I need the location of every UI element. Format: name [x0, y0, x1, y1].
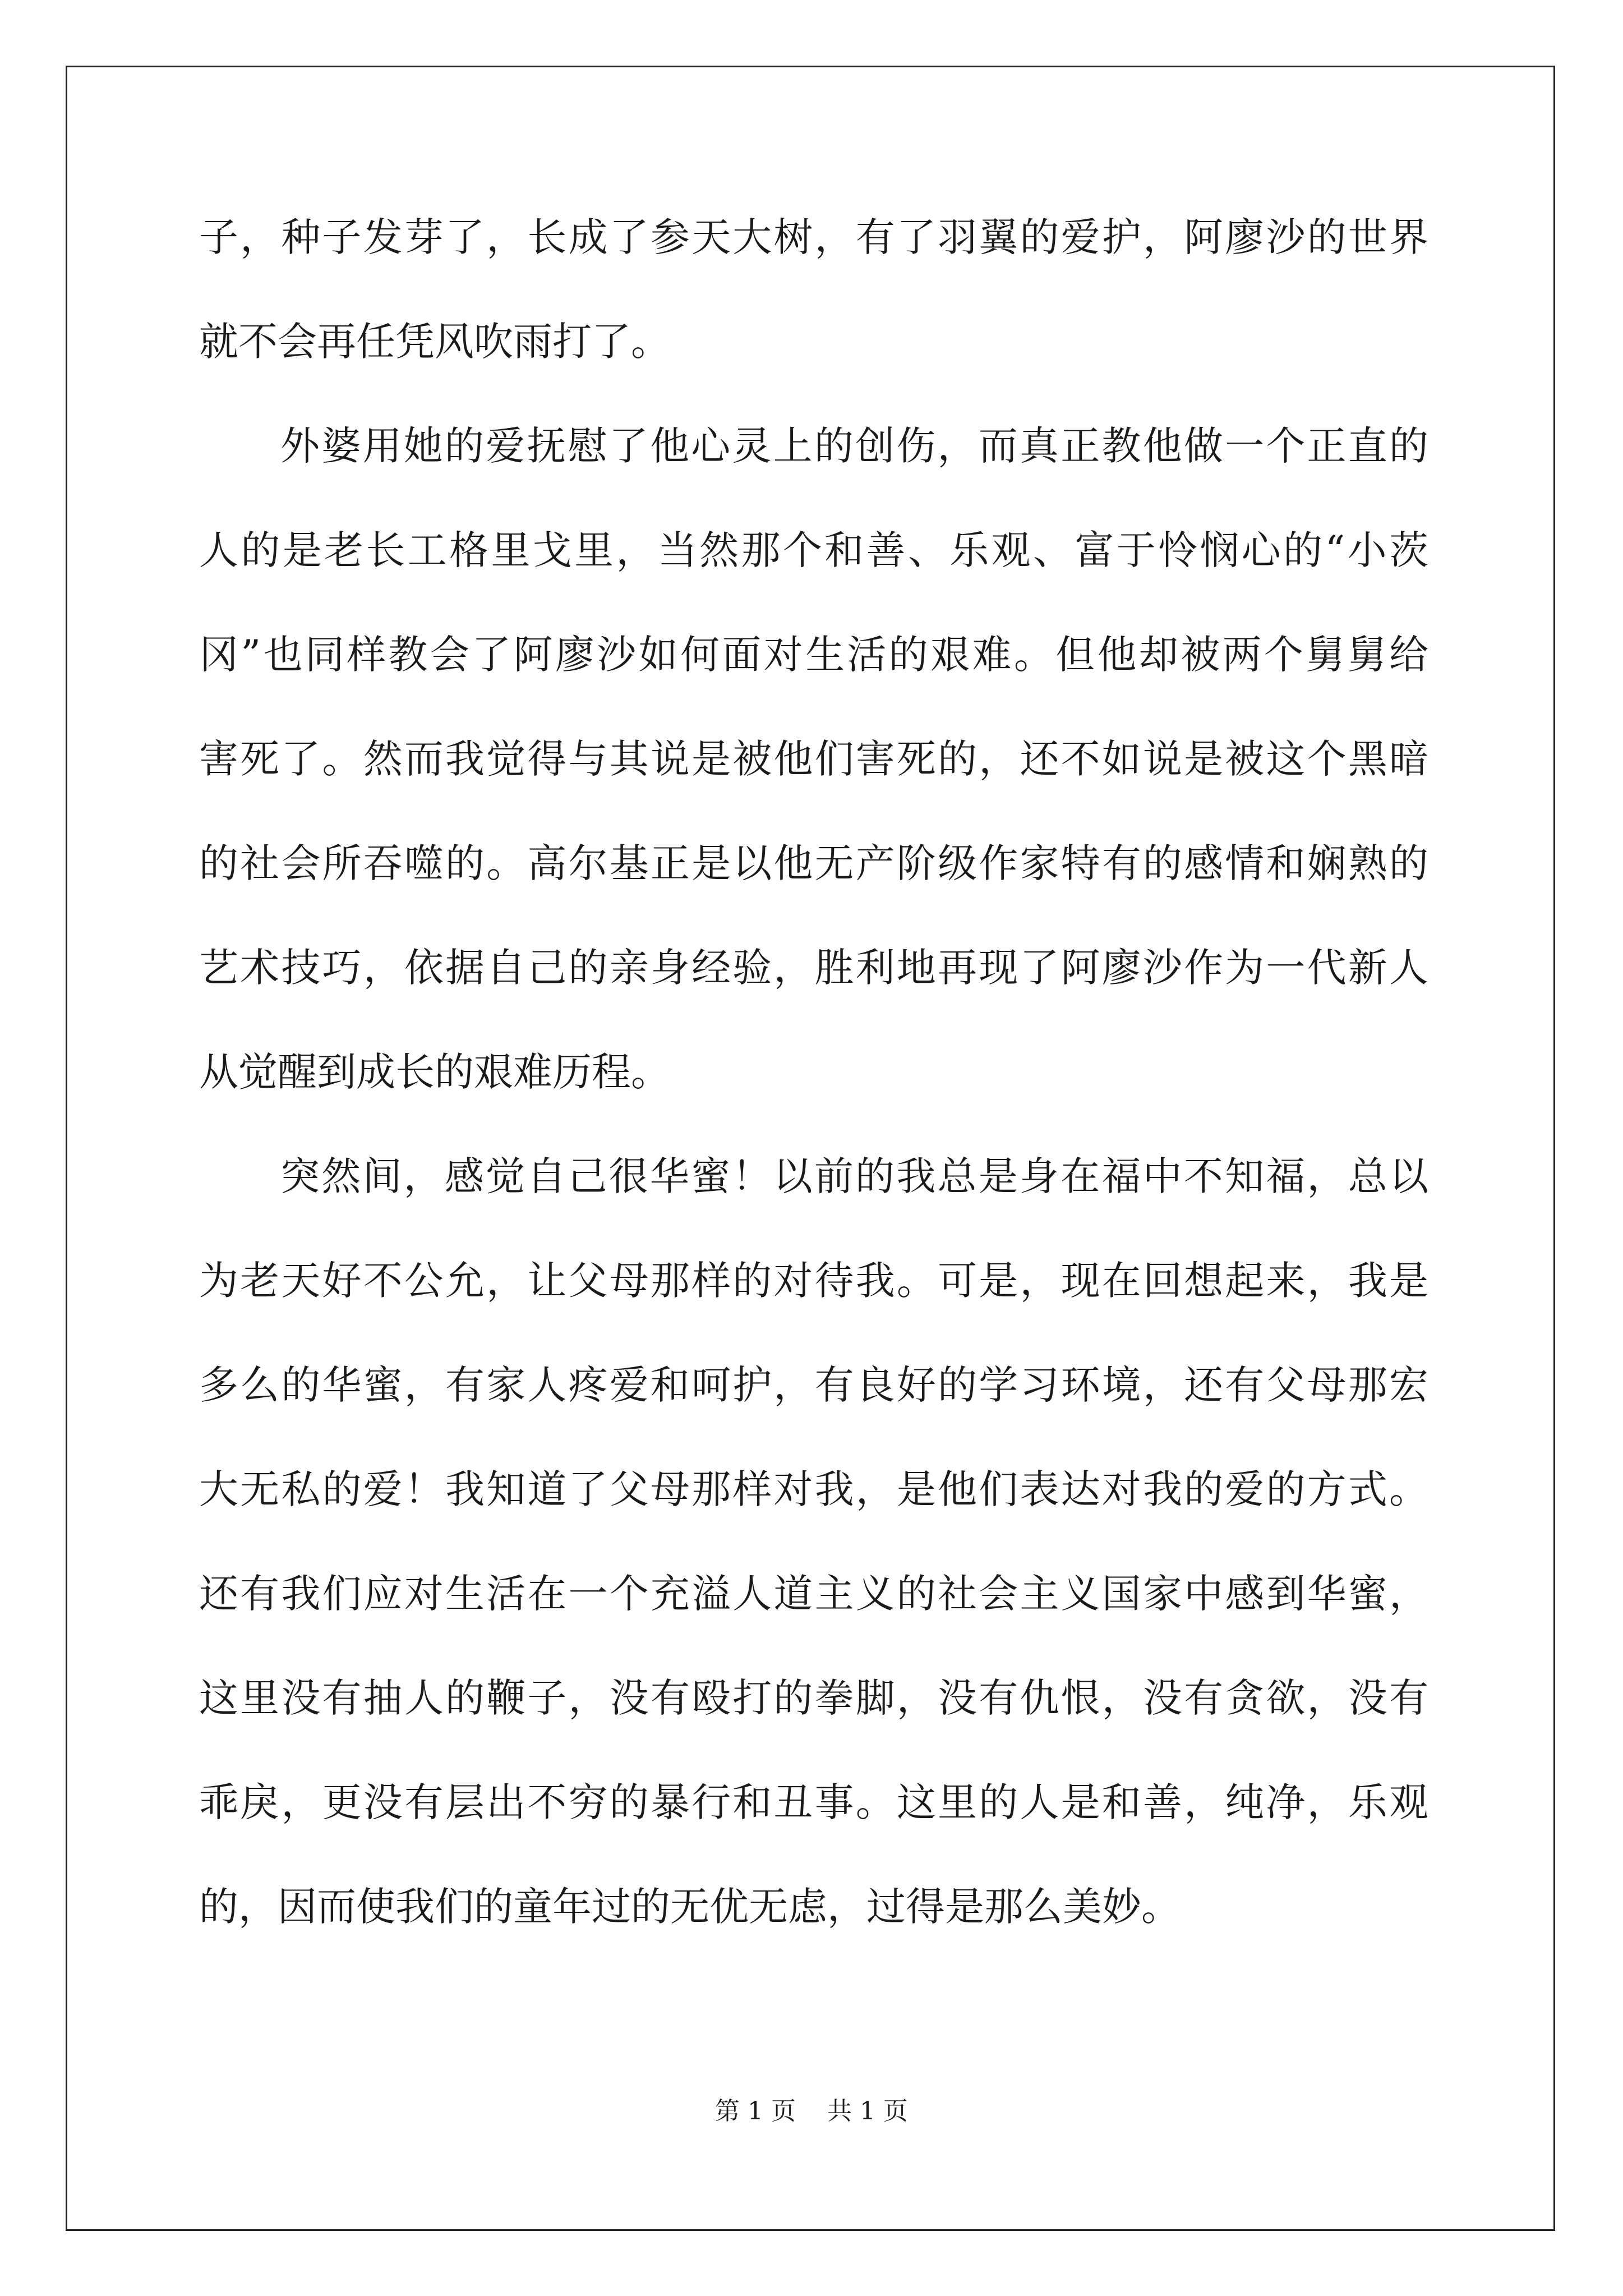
paragraph-first-line: [199, 419, 1428, 523]
line-text: 大无私的爱！我知道了父母那样对我，是他们表达对我的爱的方式。: [199, 1466, 1428, 1512]
line-text: 外婆用她的爱抚慰了他心灵上的创伤，而真正教他做一个正直的: [280, 423, 1428, 469]
line-text: 多么的华蜜，有家人疼爱和呵护，有良好的学习环境，还有父母那宏: [199, 1362, 1428, 1408]
line-text: 害死了。然而我觉得与其说是被他们害死的，还不如说是被这个黑暗: [199, 736, 1428, 782]
line-text: 的，因而使我们的童年过的无优无虑，过得是那么美妙。: [199, 1884, 1181, 1930]
line-text: 艺术技巧，依据自己的亲身经验，胜利地再现了阿廖沙作为一代新人: [199, 945, 1428, 991]
line-text: 人的是老长工格里戈里，当然那个和善、乐观、富于怜悯心的“小茨: [199, 527, 1428, 573]
line-text: 还有我们应对生活在一个充溢人道主义的社会主义国家中感到华蜜，: [199, 1571, 1428, 1617]
text-line: [199, 210, 1428, 315]
text-line: [199, 523, 1428, 628]
paragraph-first-line: [199, 1149, 1428, 1254]
text-line: [199, 315, 1428, 419]
line-text: 从觉醒到成长的艰难历程。: [199, 1049, 670, 1095]
text-line: [199, 1671, 1428, 1775]
text-line: [199, 732, 1428, 836]
body-text: [199, 210, 1428, 1984]
text-line: [199, 1358, 1428, 1462]
line-text: 这里没有抽人的鞭子，没有殴打的拳脚，没有仇恨，没有贪欲，没有: [199, 1675, 1428, 1721]
text-line: [199, 628, 1428, 732]
line-text: 乖戾，更没有层出不穷的暴行和丑事。这里的人是和善，纯净，乐观: [199, 1779, 1428, 1825]
text-line: [199, 941, 1428, 1045]
text-line: [199, 1254, 1428, 1358]
text-line: [199, 1775, 1428, 1880]
line-text: 的社会所吞噬的。高尔基正是以他无产阶级作家特有的感情和娴熟的: [199, 840, 1428, 886]
line-text: 突然间，感觉自己很华蜜！以前的我总是身在福中不知福，总以: [280, 1153, 1428, 1199]
text-line: [199, 1567, 1428, 1671]
text-line: [199, 836, 1428, 941]
line-text: 就不会再任凭风吹雨打了。: [199, 319, 670, 365]
text-line: [199, 1462, 1428, 1567]
page-number-footer: 第 1 页 共 1 页: [715, 2097, 908, 2125]
text-line: [199, 1880, 1428, 1984]
line-text: 子，种子发芽了，长成了参天大树，有了羽翼的爱护，阿廖沙的世界: [199, 214, 1428, 260]
line-text: 为老天好不公允，让父母那样的对待我。可是，现在回想起来，我是: [199, 1258, 1428, 1304]
line-text: 冈”也同样教会了阿廖沙如何面对生活的艰难。但他却被两个舅舅给: [199, 632, 1428, 678]
text-line: [199, 1045, 1428, 1149]
